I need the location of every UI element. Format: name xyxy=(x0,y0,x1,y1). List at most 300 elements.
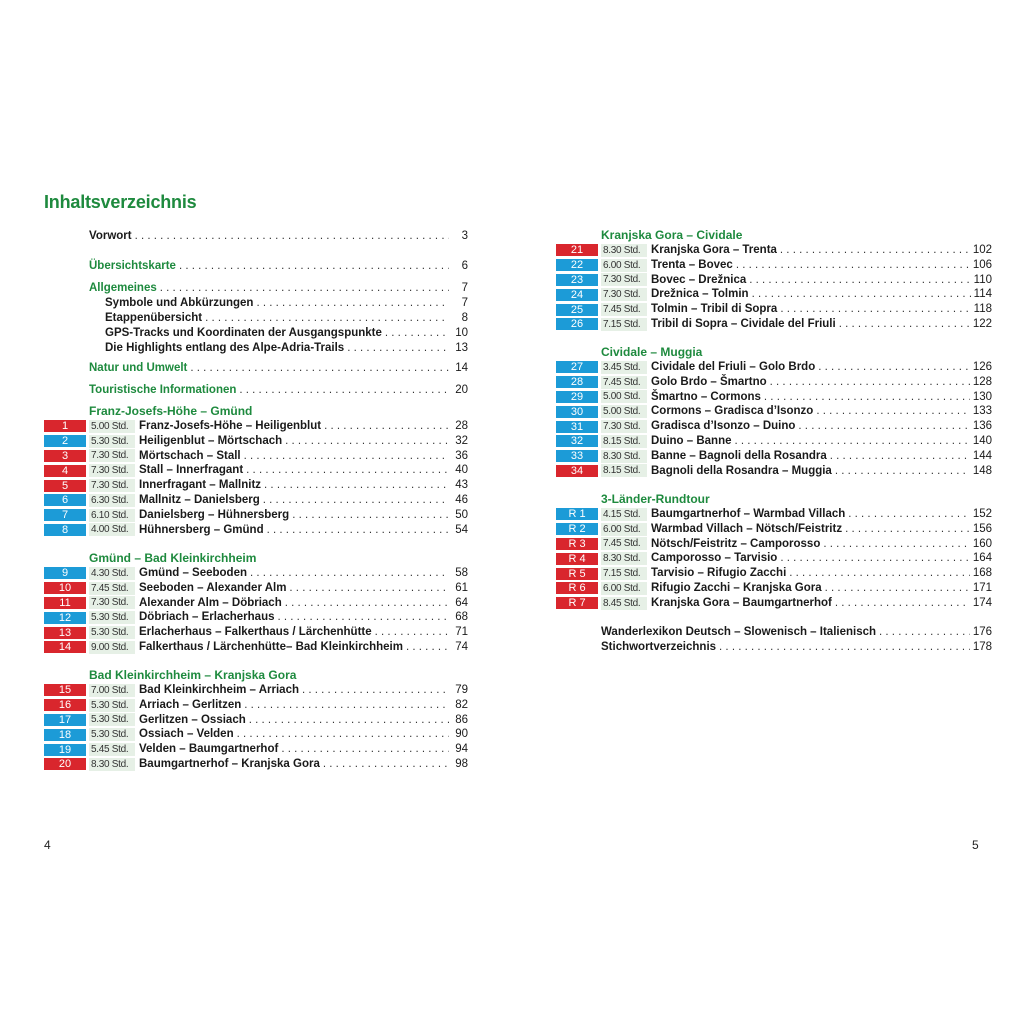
stage-number-badge: 1 xyxy=(44,420,86,432)
stage-title: Seeboden – Alexander Alm xyxy=(139,581,287,594)
stage-number-badge: 15 xyxy=(44,684,86,696)
stage-title: Alexander Alm – Döbriach xyxy=(139,596,282,609)
dot-leader xyxy=(385,326,449,341)
stage-number-badge: 21 xyxy=(556,244,598,256)
dot-leader xyxy=(816,404,969,419)
stage-duration: 6.10 Std. xyxy=(89,509,135,522)
dot-leader xyxy=(818,360,970,375)
stage-duration: 5.30 Std. xyxy=(89,713,135,726)
page-ref: 7 xyxy=(461,282,468,294)
page-ref: 160 xyxy=(972,537,992,550)
toc-entry[interactable] xyxy=(44,713,468,728)
section-heading: 3-Länder-Rundtour xyxy=(601,492,710,506)
stage-title: Erlacherhaus – Falkerthaus / Lärchenhütte xyxy=(139,626,372,639)
stage-number-badge: R 4 xyxy=(556,553,598,565)
toc-entry[interactable] xyxy=(44,449,468,464)
dot-leader xyxy=(256,296,449,311)
stage-title: Baumgartnerhof – Kranjska Gora xyxy=(139,757,320,770)
stage-number-badge: 17 xyxy=(44,714,86,726)
dot-leader xyxy=(246,463,449,478)
section-bad-kleinkirchheim-kranjska-gora xyxy=(44,668,468,772)
page-ref: 54 xyxy=(455,523,468,536)
stage-title: Velden – Baumgartnerhof xyxy=(139,743,279,756)
dot-leader xyxy=(323,757,449,772)
dot-leader xyxy=(830,449,970,464)
section-gmuend-bad-kleinkirchheim xyxy=(44,551,468,655)
stage-duration: 9.00 Std. xyxy=(89,641,135,654)
stage-duration: 7.30 Std. xyxy=(601,273,647,286)
section-heading: Bad Kleinkirchheim – Kranjska Gora xyxy=(89,668,297,682)
dot-leader xyxy=(825,581,970,596)
stage-number-badge: R 6 xyxy=(556,582,598,594)
stage-title: Warmbad Villach – Nötsch/Feistritz xyxy=(651,522,843,535)
stage-duration: 7.30 Std. xyxy=(601,420,647,433)
page-ref: 118 xyxy=(973,303,992,316)
toc-entry[interactable] xyxy=(601,625,992,640)
page-ref: 102 xyxy=(972,244,992,256)
stage-title: Ossiach – Velden xyxy=(139,728,234,741)
stage-number-badge: 25 xyxy=(556,304,598,316)
stage-number-badge: 8 xyxy=(44,524,86,536)
stage-number-badge: 29 xyxy=(556,391,598,403)
page-ref: 136 xyxy=(972,420,992,433)
page-ref: 128 xyxy=(972,375,992,388)
dot-leader xyxy=(375,625,449,640)
dot-leader xyxy=(264,478,449,493)
toc-heading: Inhaltsverzeichnis xyxy=(44,192,197,212)
stage-duration: 8.30 Std. xyxy=(601,244,647,257)
stage-number-badge: 22 xyxy=(556,259,598,271)
stage-duration: 8.30 Std. xyxy=(89,758,135,771)
toc-entry[interactable] xyxy=(556,581,992,596)
dot-leader xyxy=(292,508,449,523)
page-ref: 28 xyxy=(455,420,468,432)
dot-leader xyxy=(736,258,970,273)
stage-title: Rifugio Zacchi – Kranjska Gora xyxy=(651,581,822,594)
stage-duration: 8.30 Std. xyxy=(601,552,647,565)
stage-number-badge: 24 xyxy=(556,289,598,301)
stage-number-badge: 20 xyxy=(44,758,86,770)
page-ref: 178 xyxy=(972,641,992,653)
stage-title: Kranjska Gora – Baumgartnerhof xyxy=(651,596,832,609)
page-ref: 130 xyxy=(972,390,992,403)
stage-duration: 5.30 Std. xyxy=(89,728,135,741)
toc-entry[interactable] xyxy=(89,296,468,311)
stage-number-badge: 16 xyxy=(44,699,86,711)
stage-title: Nötsch/Feistritz – Camporosso xyxy=(651,537,821,550)
toc-entry[interactable] xyxy=(556,522,992,537)
page-ref: 164 xyxy=(972,552,992,565)
dot-leader xyxy=(278,610,450,625)
page-ref: 7 xyxy=(461,297,468,309)
page-ref: 144 xyxy=(972,449,992,462)
stage-duration: 5.30 Std. xyxy=(89,626,135,639)
stage-title: Stall – Innerfragant xyxy=(139,464,244,477)
stage-number-badge: 5 xyxy=(44,480,86,492)
dot-leader xyxy=(848,507,970,522)
page-ref: 36 xyxy=(455,449,468,462)
toc-entry[interactable] xyxy=(556,566,992,581)
page-ref: 40 xyxy=(455,464,468,477)
toc-entry[interactable] xyxy=(556,596,992,611)
entry-title: Die Highlights entlang des Alpe-Adria-Trails xyxy=(105,342,345,354)
toc-entry[interactable] xyxy=(44,508,468,523)
page-ref: 43 xyxy=(455,479,468,492)
stage-number-badge: R 1 xyxy=(556,508,598,520)
toc-entry[interactable] xyxy=(44,727,468,742)
dot-leader xyxy=(749,273,970,288)
section-cividale-muggia xyxy=(556,345,992,478)
stage-number-badge: 32 xyxy=(556,435,598,447)
page-ref: 106 xyxy=(972,258,992,271)
section-heading: Franz-Josefs-Höhe – Gmünd xyxy=(89,404,253,418)
toc-entry[interactable] xyxy=(89,326,468,341)
toc-entry[interactable] xyxy=(556,360,992,375)
entry-title: Allgemeines xyxy=(89,282,157,294)
page-ref: 71 xyxy=(455,626,468,639)
dot-leader xyxy=(823,537,969,552)
dot-leader xyxy=(735,434,970,449)
stage-duration: 3.45 Std. xyxy=(601,361,647,374)
entry-title: Symbole und Abkürzungen xyxy=(105,297,254,309)
stage-duration: 4.30 Std. xyxy=(89,567,135,580)
dot-leader xyxy=(285,596,449,611)
stage-number-badge: 10 xyxy=(44,582,86,594)
toc-entry[interactable] xyxy=(44,566,468,581)
page-ref: 82 xyxy=(455,698,468,711)
stage-number-badge: 6 xyxy=(44,494,86,506)
toc-entry[interactable] xyxy=(556,273,992,288)
stage-title: Franz-Josefs-Höhe – Heiligenblut xyxy=(139,420,322,432)
stage-number-badge: R 2 xyxy=(556,523,598,535)
page-ref: 8 xyxy=(461,312,468,324)
dot-leader xyxy=(798,419,969,434)
dot-leader xyxy=(237,727,449,742)
stage-duration: 5.30 Std. xyxy=(89,435,135,448)
page-ref: 50 xyxy=(455,508,468,521)
stage-number-badge: 13 xyxy=(44,627,86,639)
page-ref: 94 xyxy=(455,743,468,756)
toc-entry[interactable] xyxy=(44,478,468,493)
dot-leader xyxy=(347,341,449,356)
page-ref: 86 xyxy=(455,713,468,726)
dot-leader xyxy=(179,259,449,274)
toc-entry[interactable] xyxy=(556,317,992,332)
page-ref: 174 xyxy=(972,596,992,609)
page-ref: 156 xyxy=(972,522,992,535)
stage-number-badge: 31 xyxy=(556,421,598,433)
page-ref: 20 xyxy=(455,384,468,396)
stage-number-badge: 9 xyxy=(44,567,86,579)
stage-title: Hühnersberg – Gmünd xyxy=(139,523,264,536)
dot-leader xyxy=(719,640,970,655)
stage-title: Banne – Bagnoli della Rosandra xyxy=(651,449,827,462)
page-ref: 140 xyxy=(972,434,992,447)
stage-number-badge: 4 xyxy=(44,465,86,477)
stage-duration: 7.45 Std. xyxy=(89,582,135,595)
toc-entry[interactable] xyxy=(44,581,468,596)
toc-entry[interactable] xyxy=(556,464,992,479)
toc-entry[interactable] xyxy=(556,390,992,405)
toc-entry[interactable] xyxy=(44,419,468,434)
page-ref: 110 xyxy=(973,273,992,286)
dot-leader xyxy=(302,683,449,698)
toc-entry[interactable] xyxy=(44,625,468,640)
toc-entry[interactable] xyxy=(89,281,468,296)
dot-leader xyxy=(789,566,970,581)
stage-title: Tarvisio – Rifugio Zacchi xyxy=(651,567,787,580)
dot-leader xyxy=(324,419,449,434)
stage-title: Arriach – Gerlitzen xyxy=(139,698,242,711)
dot-leader xyxy=(835,596,970,611)
toc-entry[interactable] xyxy=(556,449,992,464)
stage-duration: 7.45 Std. xyxy=(601,376,647,389)
appendix-entries xyxy=(601,625,992,655)
toc-entry[interactable] xyxy=(556,537,992,552)
page-ref: 171 xyxy=(972,581,992,594)
stage-number-badge: 3 xyxy=(44,450,86,462)
page-number-left: 4 xyxy=(44,838,51,852)
toc-entry[interactable] xyxy=(44,463,468,478)
dot-leader xyxy=(835,464,970,479)
section-kranjska-gora-cividale xyxy=(556,228,992,332)
stage-number-badge: 23 xyxy=(556,274,598,286)
page-ref: 126 xyxy=(972,361,992,373)
stage-duration: 6.30 Std. xyxy=(89,494,135,507)
dot-leader xyxy=(845,522,970,537)
dot-leader xyxy=(780,243,970,258)
dot-leader xyxy=(770,375,970,390)
page-ref: 168 xyxy=(972,567,992,580)
toc-entry[interactable] xyxy=(44,742,468,757)
stage-title: Drežnica – Tolmin xyxy=(651,288,749,301)
stage-title: Šmartno – Cormons xyxy=(651,390,761,403)
stage-title: Mallnitz – Danielsberg xyxy=(139,493,260,506)
stage-duration: 4.15 Std. xyxy=(601,508,647,521)
stage-number-badge: 26 xyxy=(556,318,598,330)
toc-entry[interactable] xyxy=(89,229,468,244)
stage-number-badge: 2 xyxy=(44,435,86,447)
dot-leader xyxy=(250,566,449,581)
page-ref: 122 xyxy=(972,317,992,330)
stage-number-badge: R 7 xyxy=(556,597,598,609)
stage-number-badge: R 3 xyxy=(556,538,598,550)
stage-duration: 7.30 Std. xyxy=(89,449,135,462)
stage-title: Bovec – Drežnica xyxy=(651,273,747,286)
page-ref: 148 xyxy=(972,464,992,477)
toc-entry[interactable] xyxy=(89,259,468,274)
stage-duration: 7.30 Std. xyxy=(89,479,135,492)
page-ref: 152 xyxy=(972,508,992,520)
dot-leader xyxy=(780,302,970,317)
stage-title: Bagnoli della Rosandra – Muggia xyxy=(651,464,832,477)
toc-entry[interactable] xyxy=(556,243,992,258)
stage-number-badge: 27 xyxy=(556,361,598,373)
page-ref: 46 xyxy=(455,493,468,506)
page-ref: 64 xyxy=(455,596,468,609)
stage-duration: 6.00 Std. xyxy=(601,259,647,272)
stage-number-badge: 33 xyxy=(556,450,598,462)
toc-entry[interactable] xyxy=(89,361,468,376)
section-3-laender-rundtour xyxy=(556,492,992,611)
stage-title: Trenta – Bovec xyxy=(651,258,733,271)
right-page xyxy=(512,0,1024,1024)
stage-duration: 7.30 Std. xyxy=(89,464,135,477)
entry-title: Vorwort xyxy=(89,230,132,242)
stage-duration: 4.00 Std. xyxy=(89,523,135,536)
stage-duration: 7.00 Std. xyxy=(89,684,135,697)
stage-title: Döbriach – Erlacherhaus xyxy=(139,611,275,624)
toc-entry[interactable] xyxy=(44,610,468,625)
stage-number-badge: 34 xyxy=(556,465,598,477)
stage-title: Kranjska Gora – Trenta xyxy=(651,244,777,256)
stage-title: Cormons – Gradisca d’Isonzo xyxy=(651,405,814,418)
page-ref: 6 xyxy=(461,260,468,272)
stage-number-badge: 14 xyxy=(44,641,86,653)
page-ref: 114 xyxy=(973,288,992,301)
stage-title: Gradisca d’Isonzo – Duino xyxy=(651,420,796,433)
stage-duration: 8.15 Std. xyxy=(601,435,647,448)
dot-leader xyxy=(764,390,970,405)
stage-title: Danielsberg – Hühnersberg xyxy=(139,508,290,521)
stage-duration: 5.30 Std. xyxy=(89,611,135,624)
stage-duration: 8.30 Std. xyxy=(601,450,647,463)
section-franz-josefs-hoehe-gmuend xyxy=(44,404,468,537)
stage-title: Duino – Banne xyxy=(651,434,732,447)
page-ref: 90 xyxy=(455,728,468,741)
toc-entry[interactable] xyxy=(44,523,468,538)
dot-leader xyxy=(160,281,449,296)
stage-title: Baumgartnerhof – Warmbad Villach xyxy=(651,508,846,520)
page-ref: 10 xyxy=(455,327,468,339)
page-ref: 61 xyxy=(455,581,468,594)
dot-leader xyxy=(249,713,449,728)
toc-entry[interactable] xyxy=(44,493,468,508)
page-ref: 176 xyxy=(972,626,992,638)
page-ref: 74 xyxy=(455,640,468,653)
dot-leader xyxy=(244,698,449,713)
toc-entry[interactable] xyxy=(556,551,992,566)
dot-leader xyxy=(839,317,970,332)
toc-entry[interactable] xyxy=(44,640,468,655)
stage-duration: 5.00 Std. xyxy=(601,405,647,418)
toc-entry[interactable] xyxy=(89,383,468,398)
stage-title: Tolmin – Tribil di Sopra xyxy=(651,303,778,316)
toc-entry[interactable] xyxy=(89,311,468,326)
stage-duration: 7.30 Std. xyxy=(89,596,135,609)
toc-entry[interactable] xyxy=(556,302,992,317)
toc-entry[interactable] xyxy=(89,341,468,356)
stage-title: Gerlitzen – Ossiach xyxy=(139,713,246,726)
page-ref: 13 xyxy=(455,342,468,354)
dot-leader xyxy=(190,361,449,376)
page-ref: 58 xyxy=(455,567,468,579)
toc-entry[interactable] xyxy=(44,596,468,611)
stage-number-badge: 11 xyxy=(44,597,86,609)
stage-duration: 7.45 Std. xyxy=(601,537,647,550)
dot-leader xyxy=(406,640,449,655)
toc-entry[interactable] xyxy=(556,258,992,273)
toc-entry[interactable] xyxy=(556,419,992,434)
stage-duration: 7.15 Std. xyxy=(601,318,647,331)
entry-title: Touristische Informationen xyxy=(89,384,237,396)
dot-leader xyxy=(285,434,449,449)
stage-duration: 6.00 Std. xyxy=(601,582,647,595)
toc-entry[interactable] xyxy=(44,434,468,449)
page-ref: 32 xyxy=(455,434,468,447)
entry-title: Übersichtskarte xyxy=(89,260,176,272)
toc-entry[interactable] xyxy=(44,698,468,713)
dot-leader xyxy=(263,493,449,508)
dot-leader xyxy=(244,449,449,464)
toc-entry[interactable] xyxy=(44,683,468,698)
toc-entry[interactable] xyxy=(44,757,468,772)
stage-duration: 7.15 Std. xyxy=(601,567,647,580)
page-ref: 133 xyxy=(972,405,992,418)
stage-duration: 8.15 Std. xyxy=(601,464,647,477)
stage-duration: 7.30 Std. xyxy=(601,288,647,301)
page-ref: 3 xyxy=(461,230,468,242)
stage-duration: 7.45 Std. xyxy=(601,303,647,316)
stage-title: Falkerthaus / Lärchenhütte– Bad Kleinkirchheim xyxy=(139,640,403,653)
stage-duration: 5.30 Std. xyxy=(89,699,135,712)
toc-entry[interactable] xyxy=(556,507,992,522)
stage-duration: 6.00 Std. xyxy=(601,523,647,536)
page-number-right: 5 xyxy=(972,838,979,852)
stage-title: Heiligenblut – Mörtschach xyxy=(139,434,283,447)
toc-entry[interactable] xyxy=(556,434,992,449)
toc-entry[interactable] xyxy=(556,287,992,302)
stage-number-badge: 28 xyxy=(556,376,598,388)
dot-leader xyxy=(780,551,969,566)
toc-entry[interactable] xyxy=(556,404,992,419)
dot-leader xyxy=(752,287,971,302)
section-heading: Gmünd – Bad Kleinkirchheim xyxy=(89,551,257,565)
stage-duration: 5.00 Std. xyxy=(601,390,647,403)
stage-number-badge: 30 xyxy=(556,406,598,418)
entry-title: Etappenübersicht xyxy=(105,312,203,324)
stage-number-badge: 12 xyxy=(44,612,86,624)
section-heading: Cividale – Muggia xyxy=(601,345,703,359)
dot-leader xyxy=(281,742,449,757)
stage-title: Cividale del Friuli – Golo Brdo xyxy=(651,361,816,373)
entry-title: Natur und Umwelt xyxy=(89,362,188,374)
dot-leader xyxy=(289,581,449,596)
stage-title: Camporosso – Tarvisio xyxy=(651,552,778,565)
dot-leader xyxy=(239,383,449,398)
page-ref: 79 xyxy=(455,684,468,696)
stage-title: Bad Kleinkirchheim – Arriach xyxy=(139,684,299,696)
dot-leader xyxy=(135,229,449,244)
dot-leader xyxy=(879,625,970,640)
stage-title: Tribil di Sopra – Cividale del Friuli xyxy=(651,317,836,330)
dot-leader xyxy=(205,311,449,326)
stage-title: Innerfragant – Mallnitz xyxy=(139,479,262,492)
stage-number-badge: R 5 xyxy=(556,568,598,580)
stage-title: Mörtschach – Stall xyxy=(139,449,241,462)
page-ref: 68 xyxy=(455,611,468,624)
entry-title: GPS-Tracks und Koordinaten der Ausgangspunkte xyxy=(105,327,382,339)
stage-duration: 5.45 Std. xyxy=(89,743,135,756)
stage-title: Golo Brdo – Šmartno xyxy=(651,375,767,388)
stage-number-badge: 19 xyxy=(44,744,86,756)
dot-leader xyxy=(267,523,449,538)
stage-number-badge: 7 xyxy=(44,509,86,521)
stage-duration: 5.00 Std. xyxy=(89,420,135,433)
toc-entry[interactable] xyxy=(556,375,992,390)
entry-title: Wanderlexikon Deutsch – Slowenisch – Italienisch xyxy=(601,626,877,638)
toc-entry[interactable] xyxy=(601,640,992,655)
